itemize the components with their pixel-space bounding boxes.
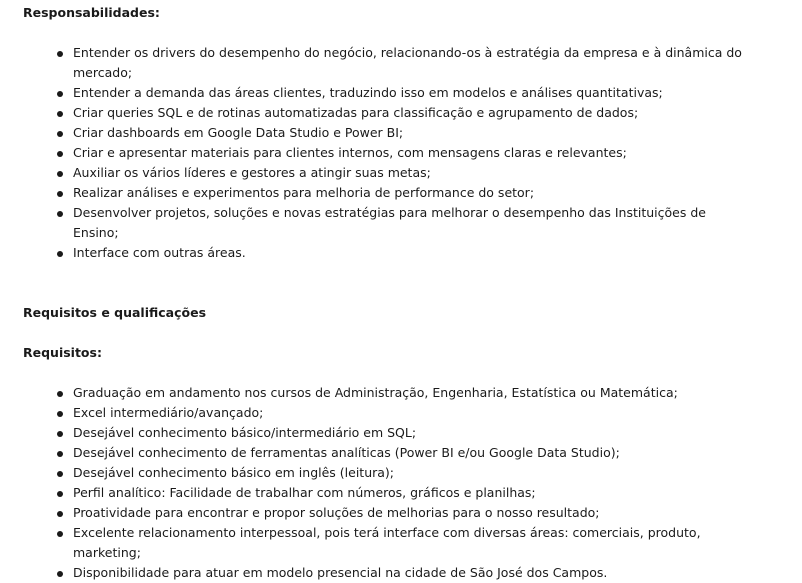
list-item: Entender a demanda das áreas clientes, traduzindo isso em modelos e análises quantitativas; [23, 83, 753, 103]
responsabilidades-list [23, 43, 783, 263]
list-item: Criar dashboards em Google Data Studio e Power BI; [23, 123, 753, 143]
requisitos-qualificacoes-heading: Requisitos e qualificações [23, 305, 207, 320]
spacer [23, 263, 783, 303]
spacer [23, 323, 783, 343]
list-item: Desejável conhecimento básico/intermediário em SQL; [23, 423, 753, 443]
list-item: Excelente relacionamento interpessoal, pois terá interface com diversas áreas: comerciais, produto, marketing; [23, 523, 753, 563]
spacer [23, 23, 783, 43]
list-item: Auxiliar os vários líderes e gestores a atingir suas metas; [23, 163, 753, 183]
list-item: Desenvolver projetos, soluções e novas estratégias para melhorar o desempenho das Instituições de Ensino; [23, 203, 753, 243]
list-item: Graduação em andamento nos cursos de Administração, Engenharia, Estatística ou Matemática; [23, 383, 753, 403]
spacer [23, 363, 783, 383]
requisitos-list [23, 383, 783, 583]
list-item: Criar queries SQL e de rotinas automatizadas para classificação e agrupamento de dados; [23, 103, 753, 123]
list-item: Perfil analítico: Facilidade de trabalhar com números, gráficos e planilhas; [23, 483, 753, 503]
list-item: Desejável conhecimento de ferramentas analíticas (Power BI e/ou Google Data Studio); [23, 443, 753, 463]
requisitos-heading: Requisitos: [23, 345, 102, 360]
responsabilidades-heading: Responsabilidades: [23, 5, 160, 20]
list-item: Criar e apresentar materiais para clientes internos, com mensagens claras e relevantes; [23, 143, 753, 163]
list-item: Disponibilidade para atuar em modelo presencial na cidade de São José dos Campos. [23, 563, 753, 583]
job-description [23, 3, 783, 583]
list-item: Realizar análises e experimentos para melhoria de performance do setor; [23, 183, 753, 203]
list-item: Proatividade para encontrar e propor soluções de melhorias para o nosso resultado; [23, 503, 753, 523]
list-item: Interface com outras áreas. [23, 243, 753, 263]
list-item: Desejável conhecimento básico em inglês (leitura); [23, 463, 753, 483]
list-item: Excel intermediário/avançado; [23, 403, 753, 423]
list-item: Entender os drivers do desempenho do negócio, relacionando-os à estratégia da empresa e à dinâmica do mercado; [23, 43, 753, 83]
